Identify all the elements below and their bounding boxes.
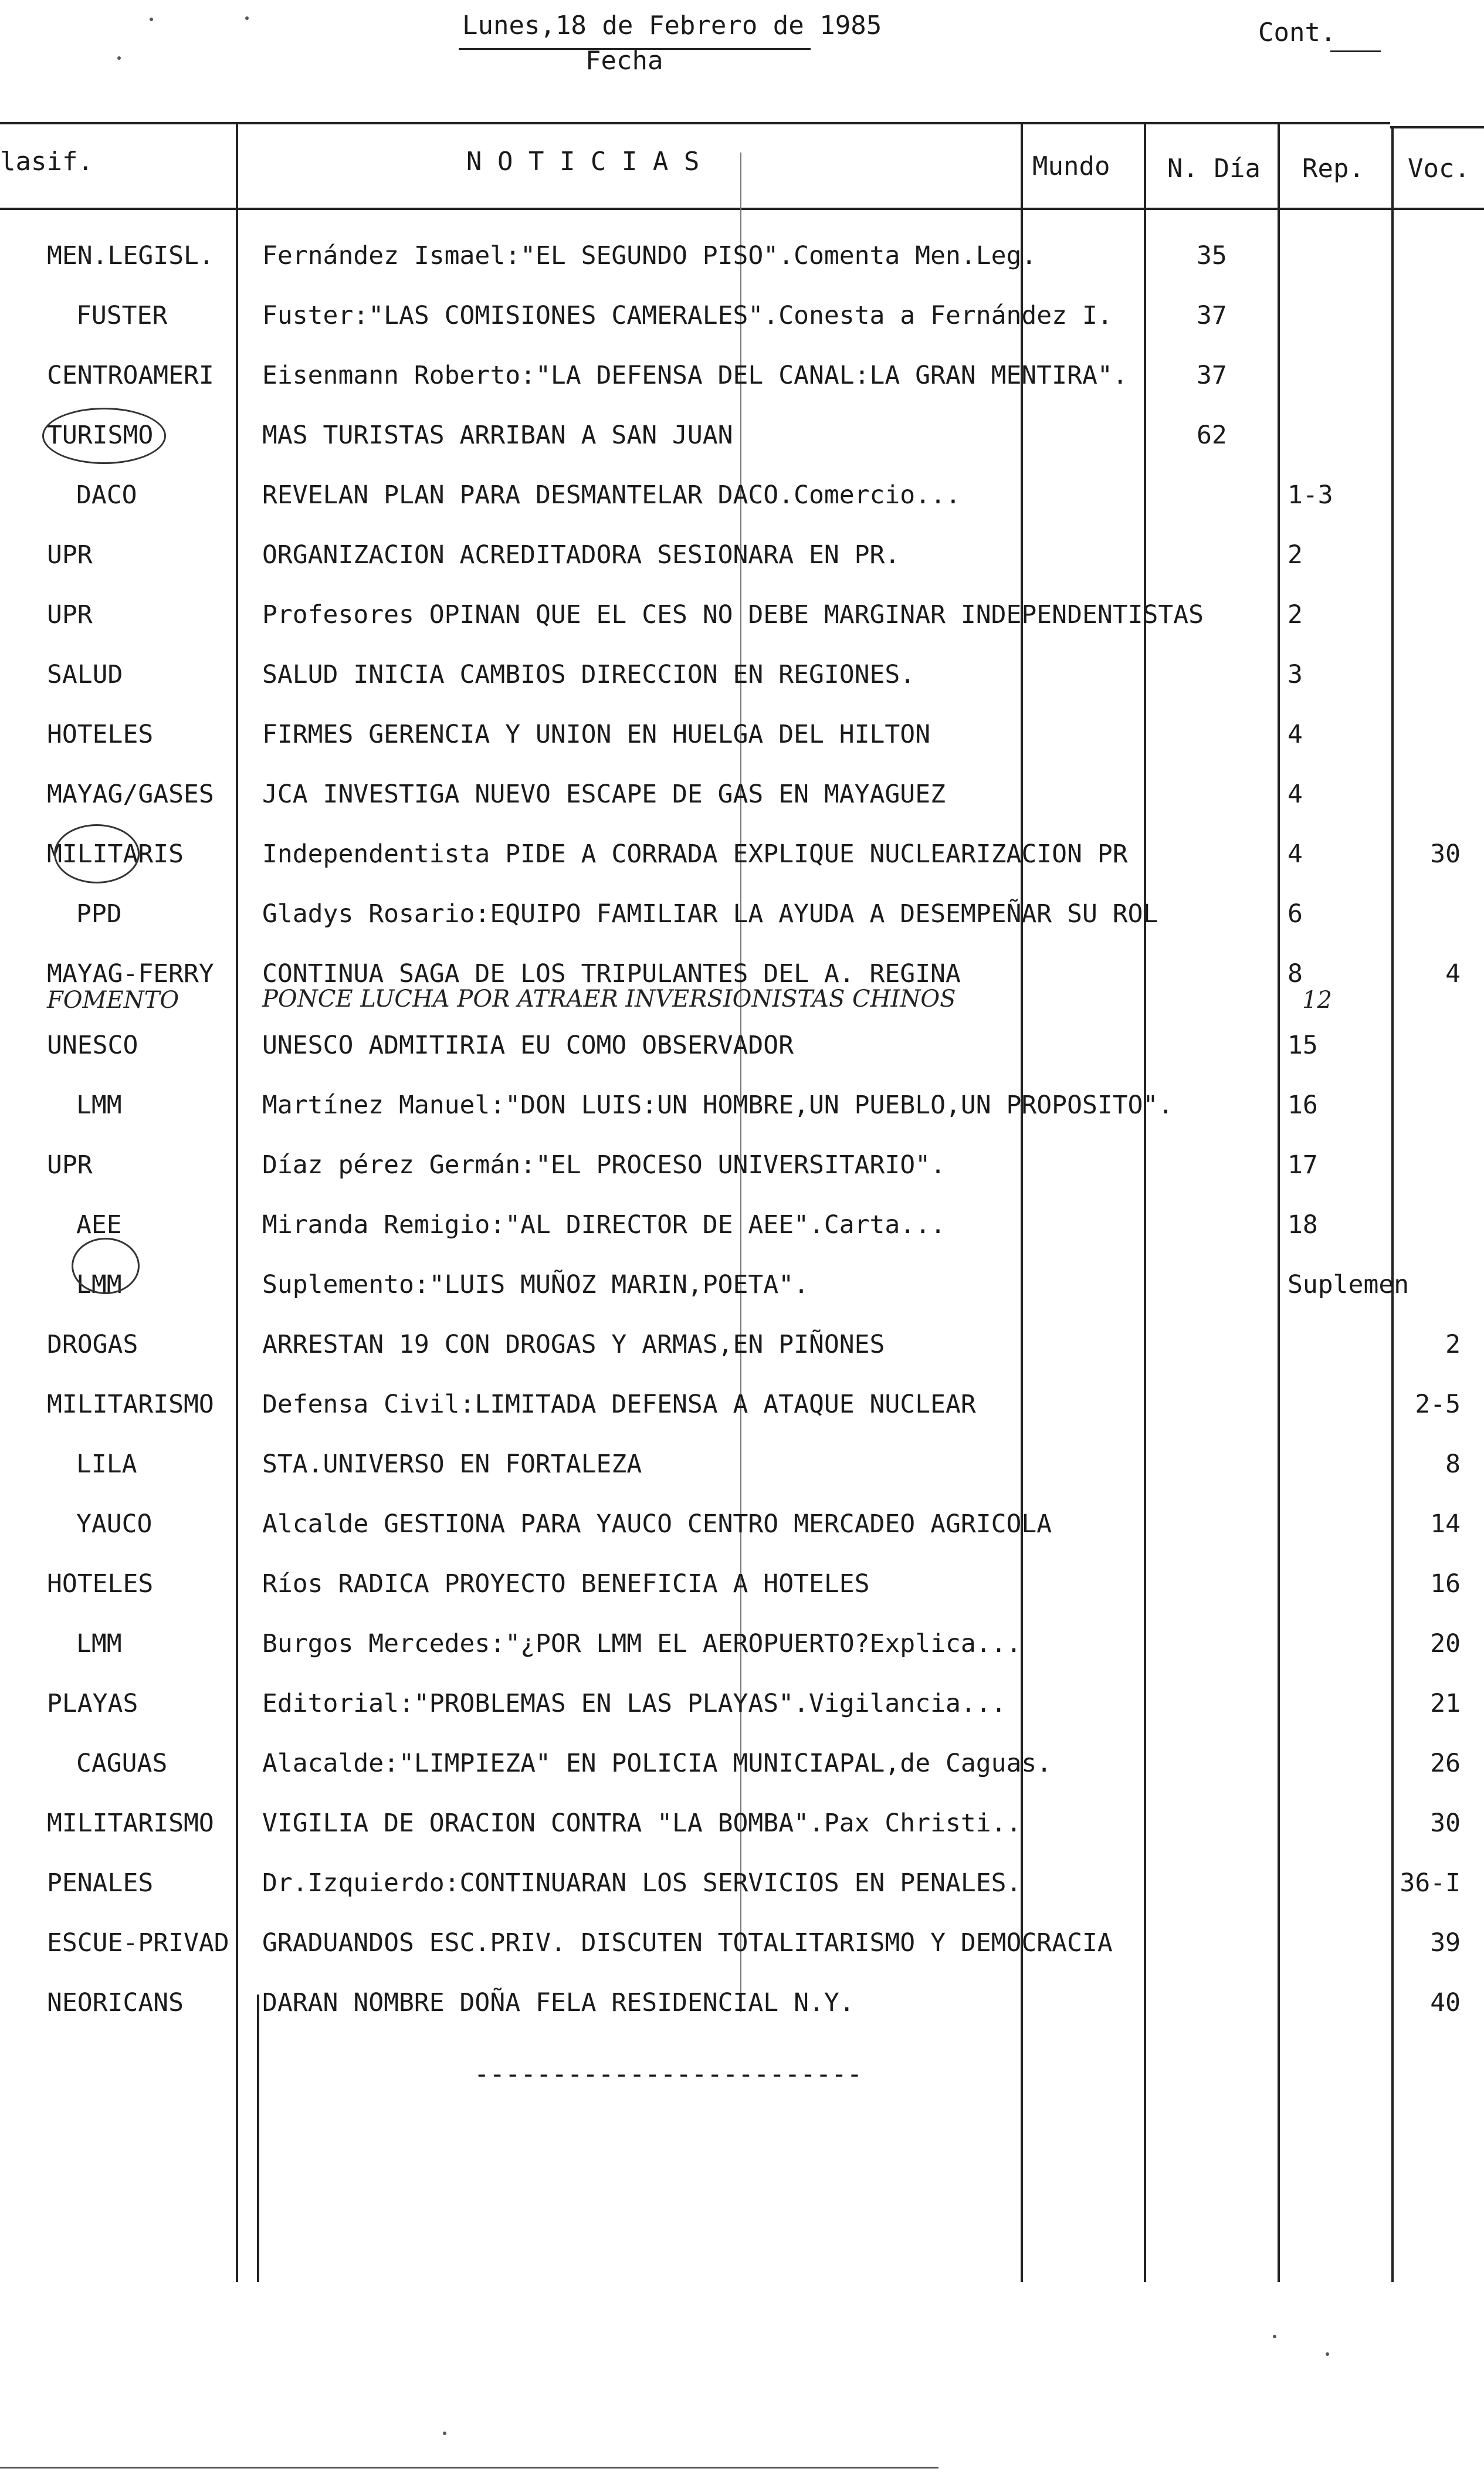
row-voc: 39	[1430, 1928, 1461, 1958]
table-row	[0, 465, 1484, 525]
table-row	[0, 1733, 1484, 1793]
table-row	[0, 286, 1484, 346]
row-noticia: Fernández Ismael:"EL SEGUNDO PISO".Comenta Men.Leg.	[262, 241, 1037, 270]
row-voc: 40	[1430, 1988, 1461, 2017]
row-clasif: MAYAG/GASES	[47, 780, 214, 809]
row-noticia: Alacalde:"LIMPIEZA" EN POLICIA MUNICIAPAL,de Caguas.	[262, 1749, 1052, 1778]
row-noticia: Gladys Rosario:EQUIPO FAMILIAR LA AYUDA A DESEMPEÑAR SU ROL	[262, 899, 1158, 929]
col-header-mundo: Mundo	[1032, 151, 1110, 181]
row-voc: 21	[1430, 1689, 1461, 1718]
row-clasif: MILITARISMO	[47, 1809, 214, 1838]
cont-label: Cont.	[1258, 18, 1336, 48]
handwritten-rep: 12	[1302, 987, 1332, 1014]
col-header-noticias: N O T I C I A S	[466, 147, 700, 177]
row-noticia: Ríos RADICA PROYECTO BENEFICIA A HOTELES	[262, 1569, 870, 1599]
row-voc: 16	[1430, 1569, 1461, 1599]
row-noticia: GRADUANDOS ESC.PRIV. DISCUTEN TOTALITARISMO Y DEMOCRACIA	[262, 1928, 1113, 1958]
row-clasif: CENTROAMERI	[47, 361, 214, 390]
scan-bottom-edge	[0, 2467, 938, 2469]
row-noticia: Dr.Izquierdo:CONTINUARAN LOS SERVICIOS EN PENALES.	[262, 1868, 1022, 1898]
row-noticia: Díaz pérez Germán:"EL PROCESO UNIVERSITARIO".	[262, 1150, 946, 1180]
col-header-n-dia: N. Día	[1167, 154, 1261, 184]
row-voc: 2-5	[1415, 1390, 1461, 1419]
table-row	[0, 1853, 1484, 1913]
scan-speck	[117, 56, 121, 60]
row-clasif: PPD	[76, 899, 122, 929]
row-clasif: MILITARIS	[47, 839, 184, 869]
row-clasif: MAYAG-FERRY	[47, 959, 214, 988]
table-row	[0, 764, 1484, 824]
row-rep: 4	[1288, 780, 1303, 809]
row-noticia: Eisenmann Roberto:"LA DEFENSA DEL CANAL:LA GRAN MENTIRA".	[262, 361, 1128, 390]
footer-dashed-rule: -------------------------	[474, 2059, 863, 2089]
row-voc: 2	[1445, 1330, 1461, 1359]
col-rule-news-left-lower	[257, 1995, 259, 2282]
row-noticia: JCA INVESTIGA NUEVO ESCAPE DE GAS EN MAYAGUEZ	[262, 780, 946, 809]
table-row	[0, 1494, 1484, 1554]
row-noticia: Burgos Mercedes:"¿POR LMM EL AEROPUERTO?Explica...	[262, 1629, 1022, 1658]
row-rep: 16	[1288, 1091, 1318, 1120]
row-noticia: ORGANIZACION ACREDITADORA SESIONARA EN PR.	[262, 540, 900, 570]
row-rep: 4	[1288, 839, 1303, 869]
row-voc: 8	[1445, 1450, 1461, 1479]
scan-speck	[150, 18, 153, 21]
table-row	[0, 525, 1484, 585]
row-clasif: HOTELES	[47, 720, 154, 749]
row-clasif: ESCUE-PRIVAD	[47, 1928, 229, 1958]
row-clasif: LMM	[76, 1629, 122, 1658]
row-clasif: CAGUAS	[76, 1749, 168, 1778]
scan-speck	[245, 16, 249, 20]
row-clasif: UPR	[47, 540, 93, 570]
row-n-dia: 37	[1197, 361, 1227, 390]
row-voc: 30	[1430, 839, 1461, 869]
table-row	[0, 1554, 1484, 1614]
row-clasif: HOTELES	[47, 1569, 154, 1599]
table-row	[0, 1434, 1484, 1494]
row-clasif: LILA	[76, 1450, 137, 1479]
date-caption: Fecha	[585, 46, 663, 76]
table-row	[0, 1135, 1484, 1195]
row-voc: 14	[1430, 1509, 1461, 1539]
row-clasif: DACO	[76, 480, 137, 510]
table-row	[0, 1195, 1484, 1255]
row-n-dia: 37	[1197, 301, 1227, 330]
row-voc: 36-I	[1400, 1868, 1461, 1898]
row-rep: 18	[1288, 1210, 1318, 1240]
scan-speck	[443, 2432, 446, 2435]
circle-mark-turismo	[42, 408, 166, 464]
table-row	[0, 226, 1484, 286]
scan-speck	[1326, 2352, 1329, 2356]
row-noticia: Miranda Remigio:"AL DIRECTOR DE AEE".Carta...	[262, 1210, 946, 1240]
row-noticia: Alcalde GESTIONA PARA YAUCO CENTRO MERCADEO AGRICOLA	[262, 1509, 1052, 1539]
row-noticia: FIRMES GERENCIA Y UNION EN HUELGA DEL HILTON	[262, 720, 931, 749]
row-noticia: Martínez Manuel:"DON LUIS:UN HOMBRE,UN PUEBLO,UN PROPOSITO".	[262, 1091, 1174, 1120]
circle-mark-lmm	[72, 1238, 140, 1294]
row-noticia: UNESCO ADMITIRIA EU COMO OBSERVADOR	[262, 1031, 794, 1060]
table-row	[0, 585, 1484, 645]
row-clasif: NEORICANS	[47, 1988, 184, 2017]
row-noticia: MAS TURISTAS ARRIBAN A SAN JUAN	[262, 421, 733, 450]
table-row	[0, 1315, 1484, 1374]
table-row	[0, 1674, 1484, 1733]
document-date: Lunes,18 de Febrero de 1985	[462, 11, 882, 40]
row-noticia: Editorial:"PROBLEMAS EN LAS PLAYAS".Vigilancia...	[262, 1689, 1007, 1718]
row-rep: 17	[1288, 1150, 1318, 1180]
table-row	[0, 405, 1484, 465]
row-clasif: MEN.LEGISL.	[47, 241, 214, 270]
row-rep: 4	[1288, 720, 1303, 749]
row-voc: 4	[1445, 959, 1461, 988]
row-noticia: CONTINUA SAGA DE LOS TRIPULANTES DEL A. REGINA	[262, 959, 961, 988]
table-top-rule-voc	[1390, 126, 1484, 128]
circle-mark-militaris	[54, 824, 140, 883]
row-voc: 26	[1430, 1749, 1461, 1778]
row-n-dia: 35	[1197, 241, 1227, 270]
table-row	[0, 1913, 1484, 1973]
row-noticia: REVELAN PLAN PARA DESMANTELAR DACO.Comercio...	[262, 480, 961, 510]
table-row	[0, 884, 1484, 944]
row-clasif: AEE	[76, 1210, 122, 1240]
row-noticia: STA.UNIVERSO EN FORTALEZA	[262, 1450, 642, 1479]
row-clasif: UPR	[47, 1150, 93, 1180]
row-rep: 2	[1288, 540, 1303, 570]
table-row	[0, 645, 1484, 705]
row-noticia: Suplemento:"LUIS MUÑOZ MARIN,POETA".	[262, 1270, 809, 1299]
row-clasif: LMM	[76, 1270, 122, 1299]
col-header-voc: Voc.	[1408, 154, 1470, 184]
row-noticia: Independentista PIDE A CORRADA EXPLIQUE NUCLEARIZACION PR	[262, 839, 1128, 869]
table-row	[0, 1793, 1484, 1853]
row-clasif: DROGAS	[47, 1330, 138, 1359]
row-clasif: PENALES	[47, 1868, 154, 1898]
col-header-rep: Rep.	[1302, 154, 1364, 184]
table-row	[0, 1075, 1484, 1135]
row-noticia: VIGILIA DE ORACION CONTRA "LA BOMBA".Pax Christi..	[262, 1809, 1022, 1838]
row-noticia: Profesores OPINAN QUE EL CES NO DEBE MARGINAR INDEPENDENTISTAS	[262, 600, 1204, 629]
row-rep: 3	[1288, 660, 1303, 689]
handwritten-noticia: PONCE LUCHA POR ATRAER INVERSIONISTAS CHINOS	[262, 986, 956, 1013]
row-clasif: FUSTER	[76, 301, 168, 330]
row-noticia: Defensa Civil:LIMITADA DEFENSA A ATAQUE NUCLEAR	[262, 1390, 976, 1419]
row-rep: 2	[1288, 600, 1303, 629]
row-clasif: UNESCO	[47, 1031, 138, 1060]
row-clasif: LMM	[76, 1091, 122, 1120]
row-n-dia: 62	[1197, 421, 1227, 450]
table-row	[0, 1015, 1484, 1075]
row-clasif: PLAYAS	[47, 1689, 138, 1718]
row-clasif: MILITARISMO	[47, 1390, 214, 1419]
row-clasif: SALUD	[47, 660, 123, 689]
table-row	[0, 346, 1484, 405]
table-row	[0, 705, 1484, 764]
row-rep: 15	[1288, 1031, 1318, 1060]
table-top-rule	[0, 122, 1390, 124]
row-clasif: UPR	[47, 600, 93, 629]
row-rep: 1-3	[1288, 480, 1333, 510]
row-voc: 30	[1430, 1809, 1461, 1838]
col-header-clasif: lasif.	[0, 147, 93, 177]
row-noticia: SALUD INICIA CAMBIOS DIRECCION EN REGIONES.	[262, 660, 916, 689]
table-row	[0, 824, 1484, 884]
scan-speck	[1273, 2335, 1276, 2338]
row-noticia: ARRESTAN 19 CON DROGAS Y ARMAS,EN PIÑONES	[262, 1330, 885, 1359]
handwritten-clasif: FOMENTO	[47, 987, 179, 1014]
table-row	[0, 1374, 1484, 1434]
table-header-bottom-rule	[0, 208, 1484, 210]
row-clasif: YAUCO	[76, 1509, 153, 1539]
row-noticia: DARAN NOMBRE DOÑA FELA RESIDENCIAL N.Y.	[262, 1988, 855, 2017]
row-rep: 6	[1288, 899, 1303, 929]
table-row	[0, 1614, 1484, 1674]
row-rep: Suplemen	[1288, 1270, 1410, 1299]
table-row	[0, 1255, 1484, 1315]
cont-underline	[1330, 50, 1381, 52]
row-clasif: TURISMO	[47, 421, 154, 450]
table-row	[0, 1973, 1484, 2033]
row-noticia: Fuster:"LAS COMISIONES CAMERALES".Conesta a Fernández I.	[262, 301, 1113, 330]
row-voc: 20	[1430, 1629, 1461, 1658]
row-rep: 8	[1288, 959, 1303, 988]
